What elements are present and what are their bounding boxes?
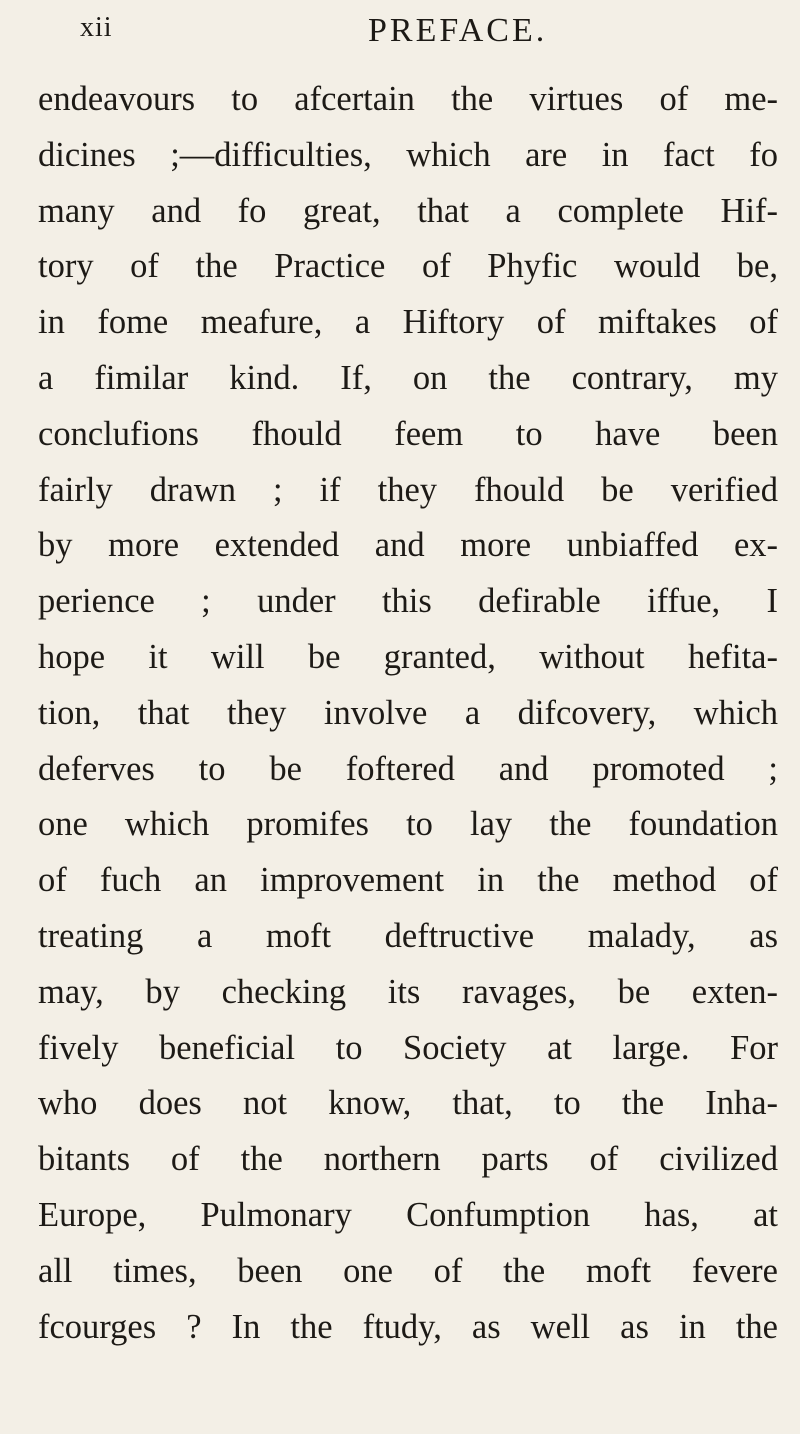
text-line: all times, been one of the moft fevere bbox=[38, 1251, 778, 1290]
running-head bbox=[80, 12, 720, 52]
text-line: may, by checking its ravages, be exten- bbox=[38, 972, 778, 1011]
text-line: a fimilar kind. If, on the contrary, my bbox=[38, 358, 778, 397]
text-line: fively beneficial to Society at large. For bbox=[38, 1028, 778, 1067]
text-line: perience ; under this defirable iffue, I bbox=[38, 582, 778, 621]
text-line: tory of the Practice of Phyfic would be, bbox=[38, 247, 778, 286]
text-line: who does not know, that, to the Inha- bbox=[38, 1084, 778, 1123]
text-line: dicines ;—difficulties, which are in fact fo bbox=[38, 135, 778, 174]
text-line: in fome meafure, a Hiftory of miftakes of bbox=[38, 303, 778, 342]
body-text bbox=[38, 72, 778, 1355]
text-line: fcourges ? In the ftudy, as well as in the bbox=[38, 1307, 778, 1346]
text-line: fairly drawn ; if they fhould be verified bbox=[38, 470, 778, 509]
text-line: deferves to be foftered and promoted ; bbox=[38, 749, 778, 788]
text-line: tion, that they involve a difcovery, which bbox=[38, 693, 778, 732]
text-line: of fuch an improvement in the method of bbox=[38, 861, 778, 900]
text-line: Europe, Pulmonary Confumption has, at bbox=[38, 1195, 778, 1234]
text-line: by more extended and more unbiaffed ex- bbox=[38, 526, 778, 565]
text-line: conclufions fhould feem to have been bbox=[38, 414, 778, 453]
text-line: one which promifes to lay the foundation bbox=[38, 805, 778, 844]
running-head-title: PREFACE. bbox=[368, 12, 548, 49]
page-number: xii bbox=[80, 12, 113, 43]
text-line: endeavours to afcertain the virtues of me- bbox=[38, 80, 778, 118]
text-line: hope it will be granted, without hefita- bbox=[38, 637, 778, 676]
text-line: bitants of the northern parts of civilized bbox=[38, 1140, 778, 1179]
text-line: treating a moft deftructive malady, as bbox=[38, 916, 778, 955]
text-line: many and fo great, that a complete Hif- bbox=[38, 191, 778, 230]
